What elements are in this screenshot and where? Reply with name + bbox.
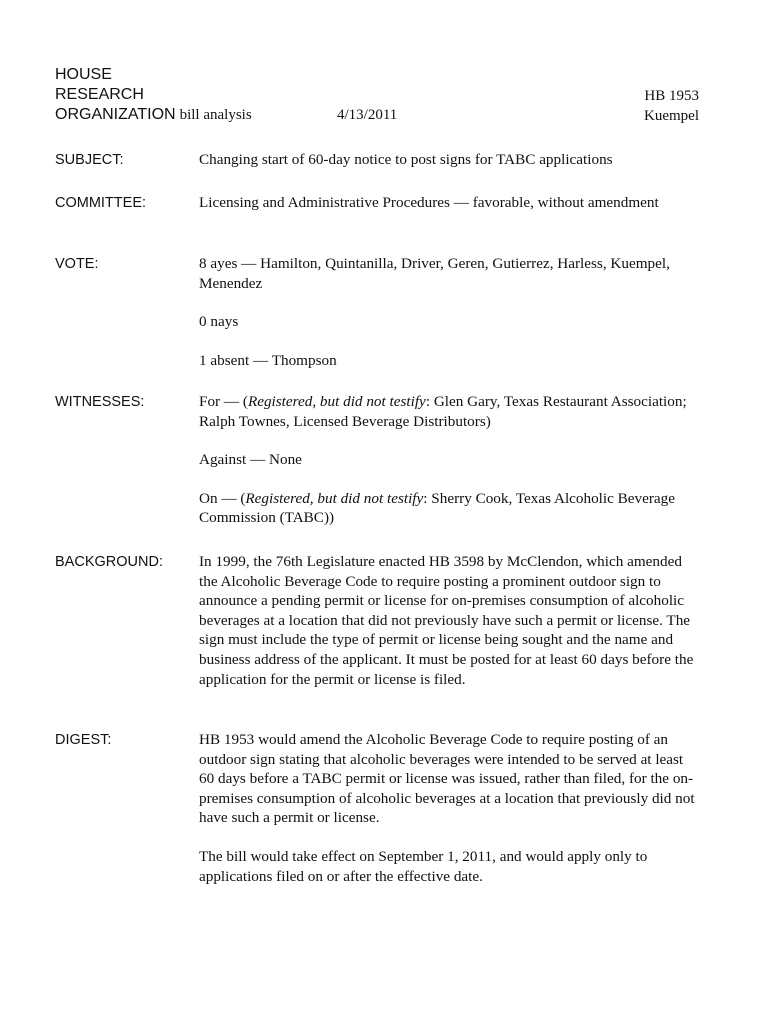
witnesses-content: [199, 392, 699, 528]
subject-label: SUBJECT:: [55, 152, 124, 168]
digest-content: [199, 730, 699, 886]
witnesses-on: [199, 489, 699, 528]
witnesses-against: Against — None: [199, 451, 302, 469]
org-name-line-2: RESEARCH: [55, 86, 144, 103]
document-header: [0, 0, 770, 130]
committee-content: [199, 193, 699, 213]
doc-type: bill analysis: [179, 107, 252, 123]
bill-number: HB 1953: [644, 88, 699, 104]
witnesses-for-prefix: For — (: [199, 393, 248, 410]
vote-content: [199, 254, 699, 370]
org-name-line-3: [55, 105, 252, 125]
witnesses-on-names: : Sherry Cook, Texas Alcoholic Beverage Commission (TABC)): [199, 489, 676, 527]
subject-content: [199, 150, 699, 170]
vote-ayes: 8 ayes — Hamilton, Quintanilla, Driver, Geren, Gutierrez, Harless, Kuempel, Menendez: [199, 255, 670, 292]
digest-paragraph-2: The bill would take effect on September 1, 2011, and would apply only to applications filed on or after the effective date.: [199, 847, 648, 885]
org-name-line-1: HOUSE: [55, 66, 112, 83]
committee-text: Licensing and Administrative Procedures — favorable, without amendment: [199, 194, 659, 211]
background-content: [199, 552, 699, 689]
digest-paragraph-1: HB 1953 would amend the Alcoholic Beverage Code to require posting of an outdoor sign stating that alcoholic beverages were intended to be served at least 60 days before a TABC permit or license was issued, rather than filed, for the on-premises consumption of alcoholic beverages at a location that previously did not have such a permit or license.: [199, 731, 695, 827]
background-text: In 1999, the 76th Legislature enacted HB 3598 by McClendon, which amended the Alcoholic Beverage Code to require posting a prominent outdoor sign to announce a pending permit or license for on-premises consumption of alcoholic beverages at a location that did not previously have such a permit or license. The sign must include the type of permit or license being sought and the name and business address of the applicant. It must be posted for at least 60 days before the application for the permit or license is filed.: [199, 553, 694, 688]
vote-absent: 1 absent — Thompson: [199, 351, 337, 369]
witnesses-on-note: Registered, but did not testify: [245, 489, 424, 507]
witnesses-for: [199, 392, 699, 431]
bill-author: Kuempel: [644, 108, 699, 124]
background-label: BACKGROUND:: [55, 554, 163, 570]
org-name-organization: ORGANIZATION: [55, 106, 176, 123]
witnesses-on-prefix: On — (: [199, 489, 246, 507]
committee-label: COMMITTEE:: [55, 195, 147, 211]
digest-label: DIGEST:: [55, 732, 112, 748]
witnesses-label: WITNESSES:: [55, 394, 145, 410]
witnesses-for-note: Registered, but did not testify: [247, 393, 426, 410]
vote-label: VOTE:: [55, 256, 99, 272]
witnesses-for-names: : Glen Gary, Texas Restaurant Association; Ralph Townes, Licensed Beverage Distributors): [199, 393, 687, 430]
document-date: 4/13/2011: [337, 107, 398, 123]
vote-nays: 0 nays: [199, 313, 239, 331]
subject-text: Changing start of 60-day notice to post signs for TABC applications: [199, 151, 613, 168]
